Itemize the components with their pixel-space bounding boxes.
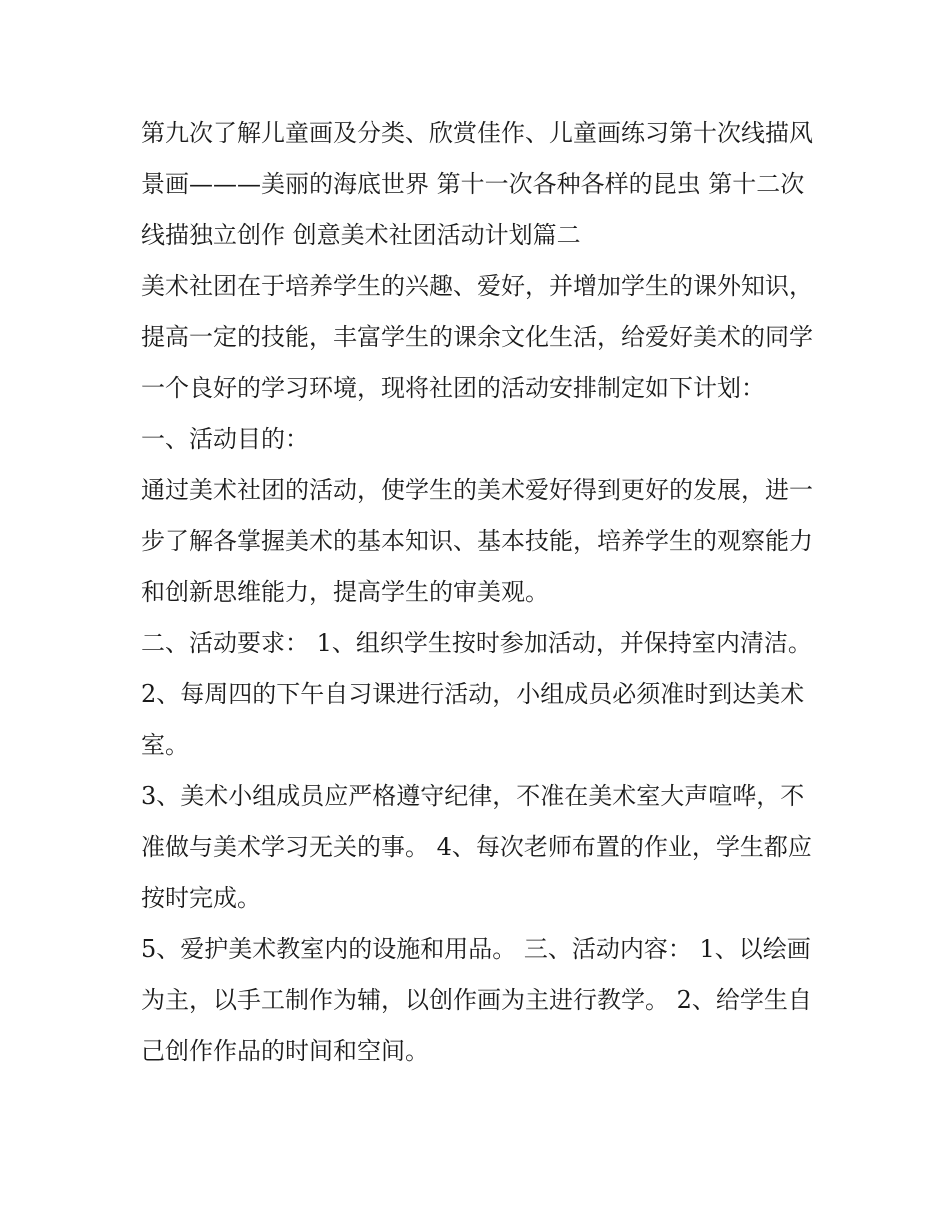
paragraph-activity-schedule: 第九次了解儿童画及分类、欣赏佳作、儿童画练习第十次线描风景画———美丽的海底世界 第十一次各种各样的昆虫 第十二次线描独立创作 创意美术社团活动计划篇二 xyxy=(141,119,813,249)
document-body xyxy=(141,108,821,1077)
heading-activity-purpose: 一、活动目的： xyxy=(141,425,309,453)
paragraph-discipline: 3、美术小组成员应严格遵守纪律，不准在美术室大声喧哗，不准做与美术学习无关的事。 4、每次老师布置的作业，学生都应按时完成。 xyxy=(141,782,812,912)
paragraph-requirements: 二、活动要求： 1、组织学生按时参加活动，并保持室内清洁。 2、每周四的下午自习课进行活动，小组成员必须准时到达美术室。 xyxy=(141,629,812,759)
paragraph-purpose: 通过美术社团的活动，使学生的美术爱好得到更好的发展，进一步了解各掌握美术的基本知识、基本技能，培养学生的观察能力和创新思维能力，提高学生的审美观。 xyxy=(141,476,813,606)
paragraph-intro: 美术社团在于培养学生的兴趣、爱好，并增加学生的课外知识，提高一定的技能，丰富学生的课余文化生活，给爱好美术的同学一个良好的学习环境，现将社团的活动安排制定如下计划： xyxy=(141,272,813,402)
paragraph-content: 5、爱护美术教室内的设施和用品。 三、活动内容： 1、以绘画为主，以手工制作为辅，以创作画为主进行教学。 2、给学生自己创作作品的时间和空间。 xyxy=(141,935,812,1065)
